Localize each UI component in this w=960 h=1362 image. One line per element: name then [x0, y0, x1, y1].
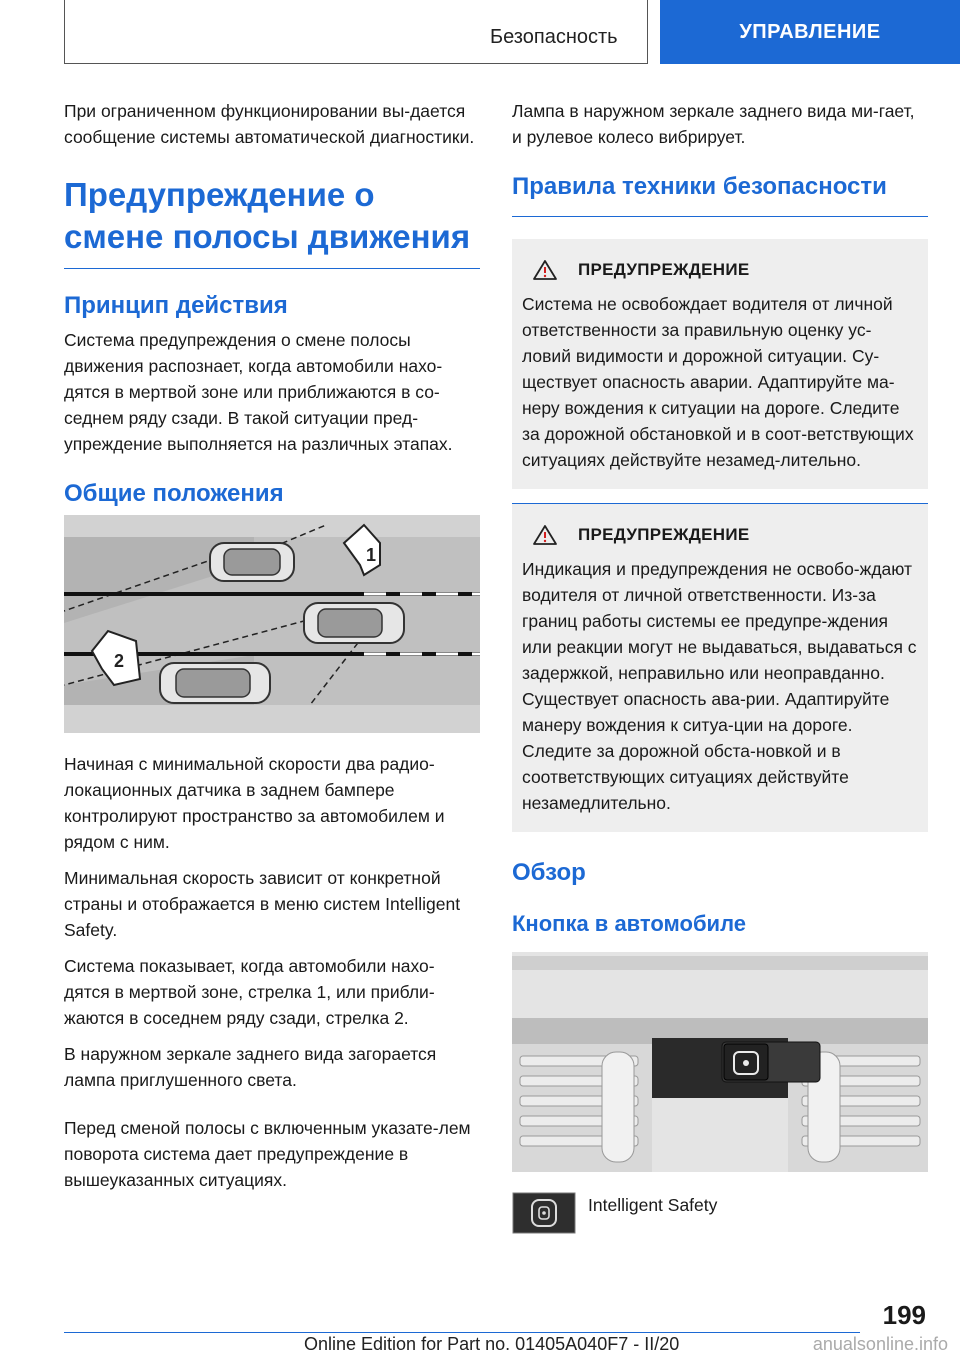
body-paragraph-5: Перед сменой полосы с включенным указате-лем поворота система дает предупреждение в вышеуказанных ситуациях.	[64, 1118, 471, 1190]
general-heading: Общие положения	[64, 480, 284, 507]
button-heading: Кнопка в автомобиле	[512, 911, 746, 936]
safety-rule	[512, 216, 928, 217]
intelligent-safety-button-row	[512, 1192, 928, 1234]
body-paragraph-2: Минимальная скорость зависит от конкретной страны и отображается в меню систем Intelligent Safety.	[64, 868, 461, 940]
header-section: Безопасность	[490, 26, 618, 48]
warning-box-2	[512, 504, 928, 832]
footer-edition: Online Edition for Part no. 01405A040F7 - II/20	[304, 1334, 680, 1354]
warning-box-1	[512, 239, 928, 489]
warning-title: ПРЕДУПРЕЖДЕНИЕ	[578, 525, 750, 544]
car-rear-right	[160, 663, 270, 703]
footer-watermark: anualsonline.info	[812, 1334, 948, 1354]
intelligent-safety-label: Intelligent Safety	[588, 1195, 718, 1215]
lane-change-figure	[64, 515, 480, 733]
body-paragraph-4: В наружном зеркале заднего вида загорается лампа приглушенного света.	[64, 1044, 437, 1090]
principle-heading: Принцип действия	[64, 292, 288, 319]
page-title: Предупреждение о смене полосы движения	[64, 174, 480, 269]
safety-heading: Правила техники безопасности	[512, 173, 887, 200]
principle-text: Система предупреждения о смене полосы движения распознает, когда автомобили нахо-дятся в мертвой зоне или приближаются в со-седнем ряду сзади. В такой ситуации пред-упреждение выполняется на различных этапах.	[64, 330, 453, 454]
page-number: 199	[882, 1300, 926, 1330]
body-paragraph-1: Начиная с минимальной скорости два радио-локационных датчика в заднем бампере контролируют пространство за автомобилем и рядом с ним.	[64, 754, 445, 852]
left-column	[64, 98, 480, 1203]
intro-paragraph: При ограниченном функционировании вы-дается сообщение системы автоматической диагностики.	[64, 101, 475, 147]
car-rear-left	[210, 543, 294, 581]
warning-triangle-icon	[532, 259, 558, 281]
dashboard-button-figure	[512, 952, 928, 1172]
arrow-2-label: 2	[114, 651, 125, 671]
header-chapter-tab[interactable]: УПРАВЛЕНИЕ	[660, 0, 960, 64]
body-paragraph-3: Система показывает, когда автомобили нахо-дятся в мертвой зоне, стрелка 1, или прибли-жаются в соседнем ряду сзади, стрелка 2.	[64, 956, 435, 1028]
right-intro: Лампа в наружном зеркале заднего вида ми-гает, и рулевое колесо вибрирует.	[512, 101, 915, 147]
arrow-1-label: 1	[366, 545, 377, 565]
footer-rule	[64, 1332, 860, 1333]
warning-text: Индикация и предупреждения не освобо-ждают водителя от личной ответственности. Из-за границ работы системы ее предупре-ждения или реакции могут не выдаваться, выдаваться с задержкой, неправильно или неоправданно. Существует опасность ава-рии. Адаптируйте манеру вождения к ситуа-ции на дороге. Следите за дорожной обста-новкой и в соответствующих ситуациях действуйте незамедлительно.	[522, 559, 917, 813]
car-own	[304, 603, 404, 643]
intelligent-safety-button-icon[interactable]	[512, 1192, 576, 1234]
warning-text: Система не освобождает водителя от личной ответственности за правильную оценку ус-ловий видимости и дорожной ситуации. Су-ществует опасность аварии. Адаптируйте ма-неру вождения к ситуации на дороге. Следите за дорожной обстановкой и в соот-ветствующих ситуациях действуйте незамед-лительно.	[522, 294, 914, 470]
overview-heading: Обзор	[512, 859, 586, 886]
warning-title: ПРЕДУПРЕЖДЕНИЕ	[578, 260, 750, 279]
warning-triangle-icon	[532, 524, 558, 546]
right-column	[512, 98, 928, 1234]
